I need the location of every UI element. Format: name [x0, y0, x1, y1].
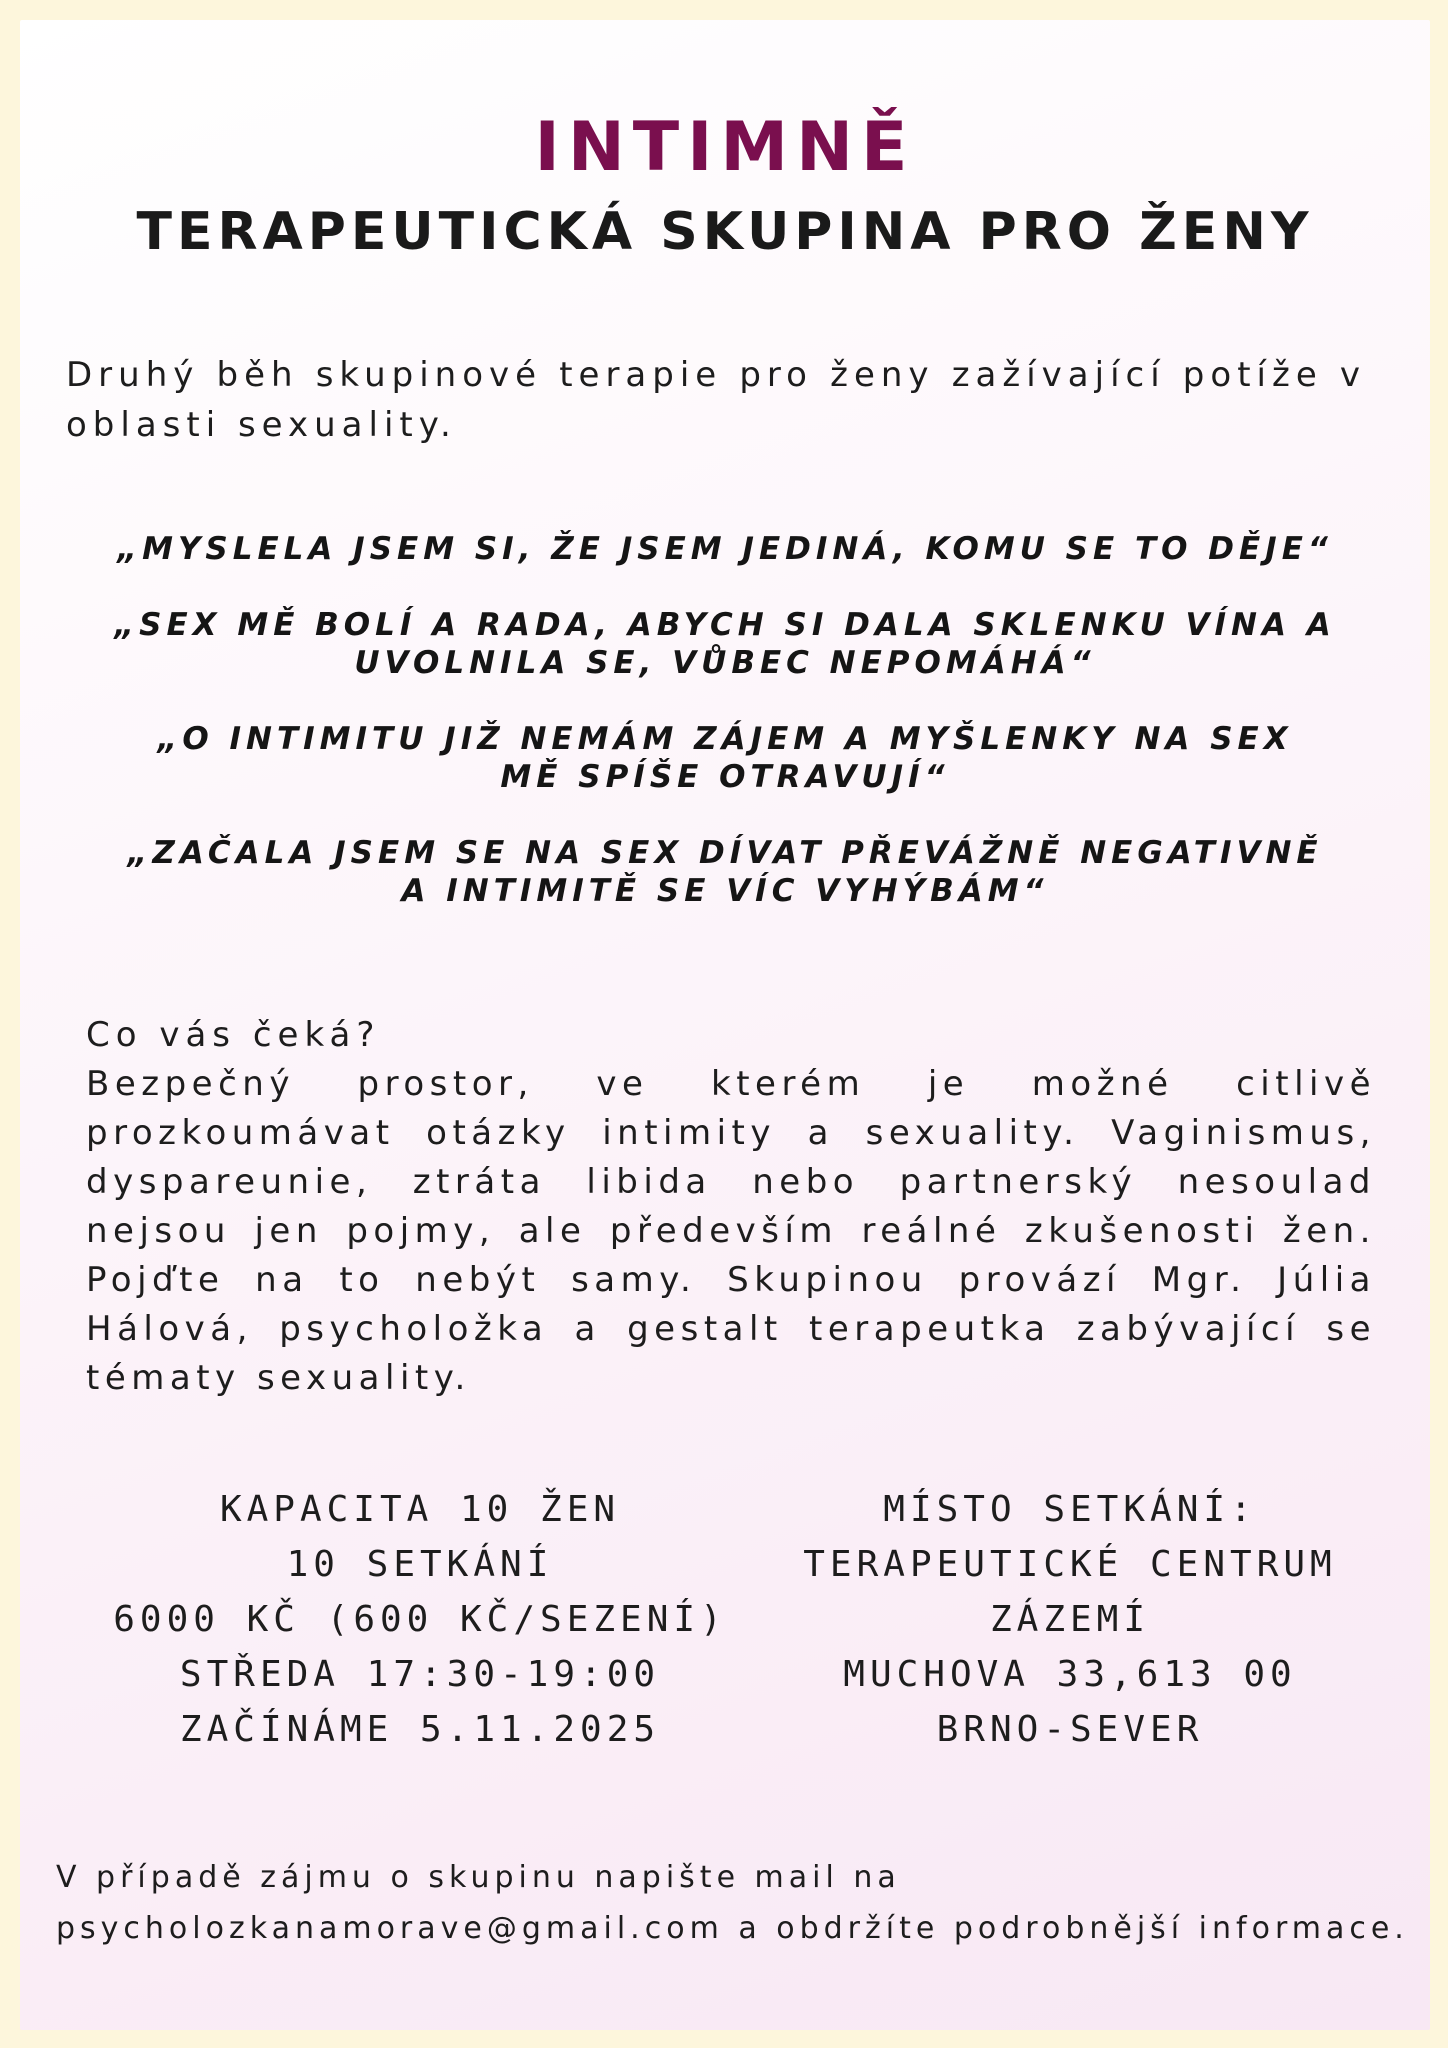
- flyer-page: [20, 20, 1430, 2030]
- contact-line-2: psycholozkanamorave@gmail.com a obdržíte podrobnější informace.: [56, 1911, 1409, 1946]
- venue-name-line1: TERAPEUTICKÉ CENTRUM: [803, 1544, 1337, 1585]
- venue-label: MÍSTO SETKÁNÍ:: [883, 1489, 1257, 1530]
- venue-address: MUCHOVA 33,613 00: [843, 1654, 1297, 1695]
- quote-item: „O INTIMITU JIŽ NEMÁM ZÁJEM A MYŠLENKY NA SEX MĚ SPÍŠE OTRAVUJÍ“: [157, 721, 1293, 795]
- description-heading: Co vás čeká?: [86, 1015, 381, 1055]
- price-text: 6000 KČ (600 KČ/SEZENÍ): [113, 1599, 727, 1640]
- sessions-text: 10 SETKÁNÍ: [286, 1544, 554, 1585]
- flyer-title: INTIMNĚ: [534, 108, 916, 187]
- quote-item: „SEX MĚ BOLÍ A RADA, ABYCH SI DALA SKLENKU VÍNA A UVOLNILA SE, VŮBEC NEPOMÁHÁ“: [114, 607, 1336, 681]
- quote-item: „ZAČALA JSEM SE NA SEX DÍVAT PŘEVÁŽNĚ NEGATIVNĚ A INTIMITĚ SE VÍC VYHÝBÁM“: [127, 835, 1323, 909]
- contact-footer: [56, 1852, 1436, 1954]
- capacity-text: KAPACITA 10 ŽEN: [219, 1489, 621, 1530]
- quote-list: [80, 530, 1370, 948]
- venue-details: [740, 1482, 1400, 1757]
- description-text: Bezpečný prostor, ve kterém je možné citlivě prozkoumávat otázky intimity a sexuality. Vaginismus, dyspareunie, ztráta libida nebo partnerský nesoulad nejsou jen pojmy, ale především reálné zkušenosti žen. Pojďte na to nebýt samy. Skupinou provází Mgr. Júlia Hálová, psycholožka a gestalt terapeutka zabývající se tématy sexuality.: [86, 1064, 1376, 1398]
- start-date-text: ZAČÍNÁME 5.11.2025: [179, 1709, 661, 1750]
- venue-name-line2: ZÁZEMÍ: [989, 1599, 1151, 1640]
- flyer-subtitle: TERAPEUTICKÁ SKUPINA PRO ŽENY: [136, 202, 1314, 262]
- time-text: STŘEDA 17:30-19:00: [179, 1654, 661, 1695]
- quote-item: „MYSLELA JSEM SI, ŽE JSEM JEDINÁ, KOMU SE TO DĚJE“: [117, 531, 1333, 567]
- contact-line-1: V případě zájmu o skupinu napište mail na: [56, 1860, 901, 1895]
- intro-text: Druhý běh skupinové terapie pro ženy zažívající potíže v oblasti sexuality.: [66, 355, 1366, 445]
- description-section: [86, 1010, 1376, 1403]
- group-details: [60, 1482, 780, 1757]
- venue-city: BRNO-SEVER: [936, 1709, 1204, 1750]
